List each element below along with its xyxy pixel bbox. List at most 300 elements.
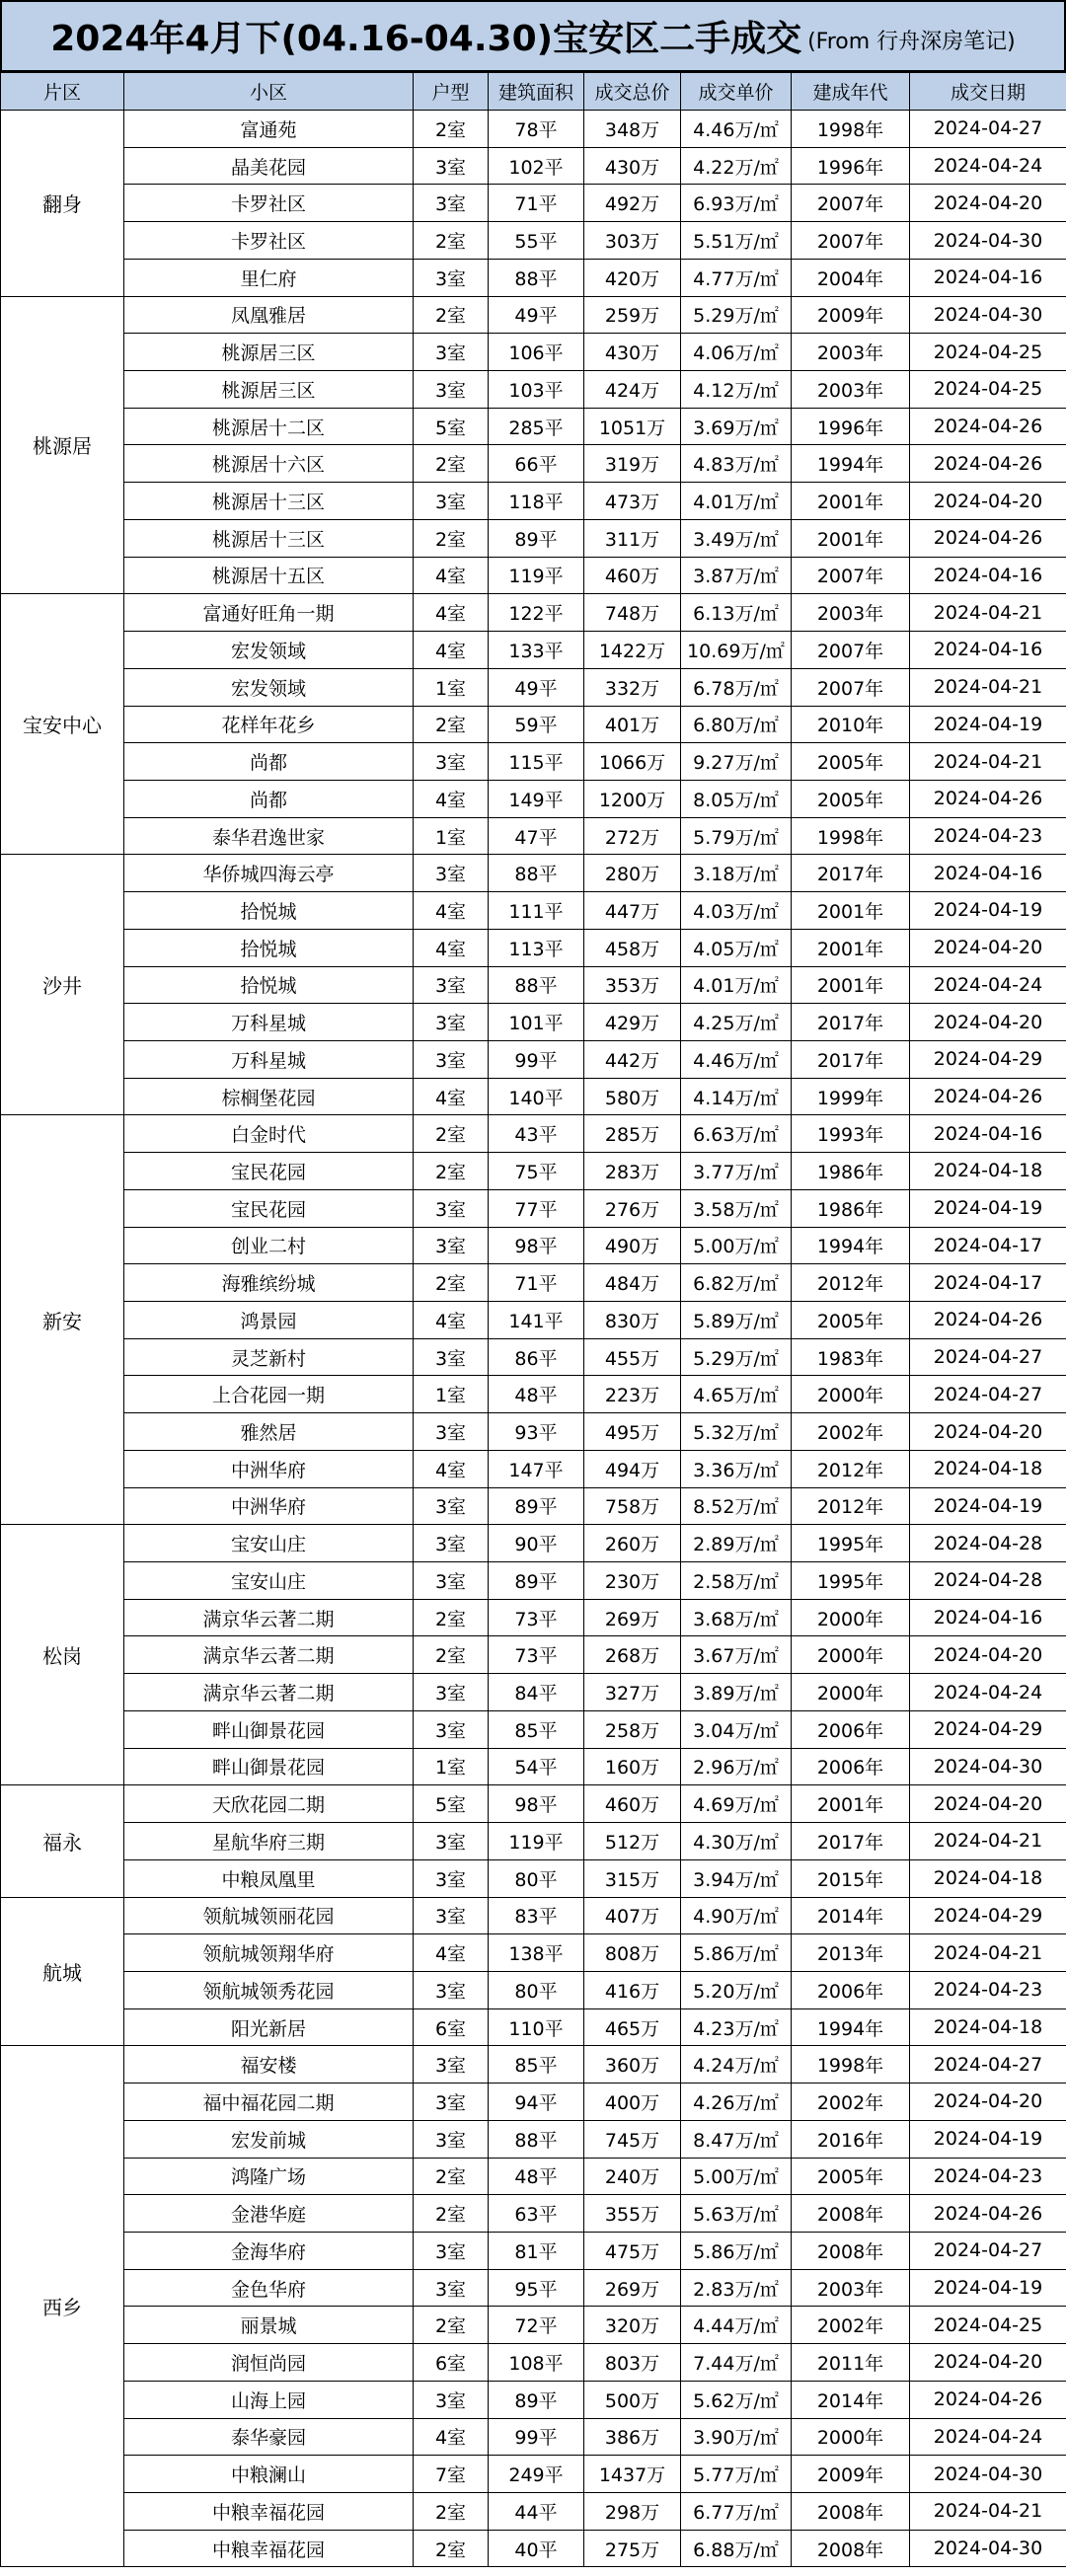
unit-price-cell: 6.78万/㎡ bbox=[681, 668, 792, 706]
build-year-cell: 2017年 bbox=[792, 855, 910, 892]
community-cell: 凤凰雅居 bbox=[124, 296, 414, 334]
header-deal-date: 成交日期 bbox=[910, 73, 1066, 111]
build-year-cell: 2007年 bbox=[792, 632, 910, 669]
area-cell: 98平 bbox=[489, 1227, 584, 1264]
deal-date-cell: 2024-04-20 bbox=[910, 1636, 1066, 1674]
unit-price-cell: 3.77万/㎡ bbox=[681, 1153, 792, 1190]
community-cell: 金港华庭 bbox=[124, 2195, 414, 2233]
total-price-cell: 429万 bbox=[584, 1004, 681, 1041]
table-row bbox=[1, 1153, 1066, 1190]
total-price-cell: 748万 bbox=[584, 594, 681, 632]
deal-date-cell: 2024-04-24 bbox=[910, 966, 1066, 1004]
district-cell: 航城 bbox=[1, 1897, 124, 2046]
unit-price-cell: 5.89万/㎡ bbox=[681, 1302, 792, 1339]
layout-cell: 2室 bbox=[414, 111, 489, 148]
table-row bbox=[1, 1599, 1066, 1636]
area-cell: 49平 bbox=[489, 296, 584, 334]
layout-cell: 3室 bbox=[414, 334, 489, 371]
unit-price-cell: 6.82万/㎡ bbox=[681, 1264, 792, 1302]
community-cell: 拾悦城 bbox=[124, 929, 414, 966]
unit-price-cell: 6.93万/㎡ bbox=[681, 185, 792, 222]
area-cell: 113平 bbox=[489, 929, 584, 966]
layout-cell: 3室 bbox=[414, 1971, 489, 2008]
table-row bbox=[1, 1710, 1066, 1748]
table-row bbox=[1, 483, 1066, 520]
deal-date-cell: 2024-04-19 bbox=[910, 892, 1066, 930]
deal-date-cell: 2024-04-26 bbox=[910, 2381, 1066, 2418]
build-year-cell: 2005年 bbox=[792, 743, 910, 781]
area-cell: 149平 bbox=[489, 780, 584, 817]
area-cell: 88平 bbox=[489, 966, 584, 1004]
layout-cell: 2室 bbox=[414, 445, 489, 483]
build-year-cell: 2002年 bbox=[792, 2307, 910, 2344]
deal-date-cell: 2024-04-20 bbox=[910, 1785, 1066, 1823]
table-row bbox=[1, 1227, 1066, 1264]
deal-date-cell: 2024-04-16 bbox=[910, 557, 1066, 594]
community-cell: 畔山御景花园 bbox=[124, 1748, 414, 1785]
area-cell: 48平 bbox=[489, 2158, 584, 2195]
total-price-cell: 160万 bbox=[584, 1748, 681, 1785]
unit-price-cell: 3.04万/㎡ bbox=[681, 1710, 792, 1748]
total-price-cell: 1437万 bbox=[584, 2456, 681, 2493]
build-year-cell: 2000年 bbox=[792, 1599, 910, 1636]
table-row bbox=[1, 1823, 1066, 1860]
unit-price-cell: 8.05万/㎡ bbox=[681, 780, 792, 817]
layout-cell: 3室 bbox=[414, 1674, 489, 1711]
total-price-cell: 424万 bbox=[584, 371, 681, 409]
unit-price-cell: 6.80万/㎡ bbox=[681, 706, 792, 743]
deal-date-cell: 2024-04-24 bbox=[910, 1674, 1066, 1711]
unit-price-cell: 4.06万/㎡ bbox=[681, 334, 792, 371]
unit-price-cell: 3.18万/㎡ bbox=[681, 855, 792, 892]
deal-date-cell: 2024-04-18 bbox=[910, 1859, 1066, 1897]
total-price-cell: 303万 bbox=[584, 222, 681, 260]
area-cell: 90平 bbox=[489, 1525, 584, 1562]
layout-cell: 3室 bbox=[414, 2084, 489, 2121]
unit-price-cell: 3.68万/㎡ bbox=[681, 1599, 792, 1636]
build-year-cell: 2000年 bbox=[792, 1636, 910, 1674]
total-price-cell: 348万 bbox=[584, 111, 681, 148]
layout-cell: 2室 bbox=[414, 1599, 489, 1636]
district-cell: 翻身 bbox=[1, 111, 124, 297]
district-cell: 西乡 bbox=[1, 2046, 124, 2567]
layout-cell: 6室 bbox=[414, 2008, 489, 2046]
community-cell: 宏发领域 bbox=[124, 668, 414, 706]
deal-date-cell: 2024-04-20 bbox=[910, 2344, 1066, 2382]
area-cell: 71平 bbox=[489, 1264, 584, 1302]
unit-price-cell: 3.87万/㎡ bbox=[681, 557, 792, 594]
total-price-cell: 353万 bbox=[584, 966, 681, 1004]
build-year-cell: 2003年 bbox=[792, 371, 910, 409]
table-row bbox=[1, 2344, 1066, 2382]
deal-date-cell: 2024-04-21 bbox=[910, 2493, 1066, 2531]
deal-date-cell: 2024-04-26 bbox=[910, 445, 1066, 483]
build-year-cell: 2006年 bbox=[792, 1710, 910, 1748]
total-price-cell: 276万 bbox=[584, 1189, 681, 1227]
unit-price-cell: 4.30万/㎡ bbox=[681, 1823, 792, 1860]
table-row bbox=[1, 1189, 1066, 1227]
total-price-cell: 230万 bbox=[584, 1562, 681, 1600]
build-year-cell: 2009年 bbox=[792, 2456, 910, 2493]
unit-price-cell: 8.47万/㎡ bbox=[681, 2120, 792, 2158]
deal-date-cell: 2024-04-20 bbox=[910, 483, 1066, 520]
table-row bbox=[1, 2381, 1066, 2418]
layout-cell: 3室 bbox=[414, 855, 489, 892]
build-year-cell: 1996年 bbox=[792, 147, 910, 185]
unit-price-cell: 4.23万/㎡ bbox=[681, 2008, 792, 2046]
district-cell: 宝安中心 bbox=[1, 594, 124, 855]
layout-cell: 4室 bbox=[414, 632, 489, 669]
layout-cell: 3室 bbox=[414, 966, 489, 1004]
unit-price-cell: 5.00万/㎡ bbox=[681, 1227, 792, 1264]
table-row bbox=[1, 892, 1066, 930]
area-cell: 88平 bbox=[489, 2120, 584, 2158]
deal-date-cell: 2024-04-28 bbox=[910, 1562, 1066, 1600]
table-row bbox=[1, 2232, 1066, 2269]
deal-date-cell: 2024-04-20 bbox=[910, 185, 1066, 222]
deal-date-cell: 2024-04-18 bbox=[910, 1450, 1066, 1487]
deal-date-cell: 2024-04-16 bbox=[910, 632, 1066, 669]
community-cell: 金色华府 bbox=[124, 2269, 414, 2307]
table-row bbox=[1, 147, 1066, 185]
total-price-cell: 401万 bbox=[584, 706, 681, 743]
area-cell: 98平 bbox=[489, 1785, 584, 1823]
build-year-cell: 2009年 bbox=[792, 296, 910, 334]
build-year-cell: 2010年 bbox=[792, 706, 910, 743]
build-year-cell: 2017年 bbox=[792, 1004, 910, 1041]
table-row bbox=[1, 1376, 1066, 1413]
layout-cell: 5室 bbox=[414, 1785, 489, 1823]
district-cell: 桃源居 bbox=[1, 296, 124, 594]
total-price-cell: 269万 bbox=[584, 2269, 681, 2307]
unit-price-cell: 4.25万/㎡ bbox=[681, 1004, 792, 1041]
deal-date-cell: 2024-04-25 bbox=[910, 334, 1066, 371]
community-cell: 宝民花园 bbox=[124, 1189, 414, 1227]
unit-price-cell: 4.44万/㎡ bbox=[681, 2307, 792, 2344]
layout-cell: 3室 bbox=[414, 2381, 489, 2418]
district-cell: 新安 bbox=[1, 1115, 124, 1525]
unit-price-cell: 5.77万/㎡ bbox=[681, 2456, 792, 2493]
area-cell: 99平 bbox=[489, 1040, 584, 1078]
community-cell: 桃源居三区 bbox=[124, 334, 414, 371]
table-row bbox=[1, 966, 1066, 1004]
title-source: (From 行舟深房笔记) bbox=[807, 30, 1016, 54]
layout-cell: 4室 bbox=[414, 1934, 489, 1972]
title-main: 2024年4月下(04.16-04.30)宝安区二手成交 bbox=[50, 19, 802, 59]
deal-date-cell: 2024-04-23 bbox=[910, 1971, 1066, 2008]
area-cell: 140平 bbox=[489, 1078, 584, 1115]
total-price-cell: 1066万 bbox=[584, 743, 681, 781]
layout-cell: 4室 bbox=[414, 1450, 489, 1487]
table-row bbox=[1, 1897, 1066, 1934]
total-price-cell: 258万 bbox=[584, 1710, 681, 1748]
community-cell: 卡罗社区 bbox=[124, 222, 414, 260]
deal-date-cell: 2024-04-30 bbox=[910, 2530, 1066, 2567]
build-year-cell: 2002年 bbox=[792, 1413, 910, 1451]
area-cell: 63平 bbox=[489, 2195, 584, 2233]
deal-date-cell: 2024-04-27 bbox=[910, 1338, 1066, 1376]
deal-date-cell: 2024-04-17 bbox=[910, 1264, 1066, 1302]
build-year-cell: 2003年 bbox=[792, 334, 910, 371]
build-year-cell: 2004年 bbox=[792, 259, 910, 296]
unit-price-cell: 4.24万/㎡ bbox=[681, 2046, 792, 2084]
area-cell: 103平 bbox=[489, 371, 584, 409]
table-row bbox=[1, 1450, 1066, 1487]
unit-price-cell: 6.77万/㎡ bbox=[681, 2493, 792, 2531]
deal-date-cell: 2024-04-20 bbox=[910, 1004, 1066, 1041]
area-cell: 86平 bbox=[489, 1338, 584, 1376]
layout-cell: 2室 bbox=[414, 296, 489, 334]
community-cell: 泰华君逸世家 bbox=[124, 817, 414, 855]
layout-cell: 3室 bbox=[414, 1823, 489, 1860]
deal-date-cell: 2024-04-28 bbox=[910, 1525, 1066, 1562]
layout-cell: 1室 bbox=[414, 1376, 489, 1413]
area-cell: 55平 bbox=[489, 222, 584, 260]
deal-date-cell: 2024-04-18 bbox=[910, 2008, 1066, 2046]
unit-price-cell: 4.12万/㎡ bbox=[681, 371, 792, 409]
build-year-cell: 2001年 bbox=[792, 966, 910, 1004]
community-cell: 鸿隆广场 bbox=[124, 2158, 414, 2195]
table-row bbox=[1, 296, 1066, 334]
layout-cell: 3室 bbox=[414, 185, 489, 222]
table-row bbox=[1, 1413, 1066, 1451]
unit-price-cell: 5.86万/㎡ bbox=[681, 1934, 792, 1972]
deal-date-cell: 2024-04-26 bbox=[910, 1302, 1066, 1339]
unit-price-cell: 4.90万/㎡ bbox=[681, 1897, 792, 1934]
community-cell: 领航城领秀花园 bbox=[124, 1971, 414, 2008]
deal-date-cell: 2024-04-16 bbox=[910, 259, 1066, 296]
area-cell: 95平 bbox=[489, 2269, 584, 2307]
total-price-cell: 808万 bbox=[584, 1934, 681, 1972]
community-cell: 润恒尚园 bbox=[124, 2344, 414, 2382]
unit-price-cell: 4.83万/㎡ bbox=[681, 445, 792, 483]
unit-price-cell: 4.77万/㎡ bbox=[681, 259, 792, 296]
build-year-cell: 2007年 bbox=[792, 557, 910, 594]
unit-price-cell: 3.94万/㎡ bbox=[681, 1859, 792, 1897]
unit-price-cell: 5.51万/㎡ bbox=[681, 222, 792, 260]
unit-price-cell: 6.88万/㎡ bbox=[681, 2530, 792, 2567]
area-cell: 89平 bbox=[489, 1487, 584, 1525]
area-cell: 89平 bbox=[489, 1562, 584, 1600]
deal-date-cell: 2024-04-29 bbox=[910, 1040, 1066, 1078]
community-cell: 上合花园一期 bbox=[124, 1376, 414, 1413]
unit-price-cell: 5.00万/㎡ bbox=[681, 2158, 792, 2195]
area-cell: 110平 bbox=[489, 2008, 584, 2046]
community-cell: 星航华府三期 bbox=[124, 1823, 414, 1860]
community-cell: 桃源居三区 bbox=[124, 371, 414, 409]
unit-price-cell: 3.69万/㎡ bbox=[681, 408, 792, 445]
build-year-cell: 2005年 bbox=[792, 1302, 910, 1339]
build-year-cell: 2008年 bbox=[792, 2493, 910, 2531]
area-cell: 85平 bbox=[489, 1710, 584, 1748]
layout-cell: 2室 bbox=[414, 2195, 489, 2233]
community-cell: 桃源居十二区 bbox=[124, 408, 414, 445]
layout-cell: 3室 bbox=[414, 1413, 489, 1451]
total-price-cell: 259万 bbox=[584, 296, 681, 334]
unit-price-cell: 4.65万/㎡ bbox=[681, 1376, 792, 1413]
deal-date-cell: 2024-04-27 bbox=[910, 111, 1066, 148]
total-price-cell: 269万 bbox=[584, 1599, 681, 1636]
total-price-cell: 360万 bbox=[584, 2046, 681, 2084]
build-year-cell: 1994年 bbox=[792, 1227, 910, 1264]
community-cell: 雅然居 bbox=[124, 1413, 414, 1451]
layout-cell: 2室 bbox=[414, 222, 489, 260]
community-cell: 灵芝新村 bbox=[124, 1338, 414, 1376]
community-cell: 宝安山庄 bbox=[124, 1562, 414, 1600]
community-cell: 中粮澜山 bbox=[124, 2456, 414, 2493]
area-cell: 71平 bbox=[489, 185, 584, 222]
deal-date-cell: 2024-04-17 bbox=[910, 1227, 1066, 1264]
community-cell: 华侨城四海云亭 bbox=[124, 855, 414, 892]
community-cell: 海雅缤纷城 bbox=[124, 1264, 414, 1302]
total-price-cell: 830万 bbox=[584, 1302, 681, 1339]
area-cell: 43平 bbox=[489, 1115, 584, 1153]
total-price-cell: 495万 bbox=[584, 1413, 681, 1451]
community-cell: 创业二村 bbox=[124, 1227, 414, 1264]
total-price-cell: 400万 bbox=[584, 2084, 681, 2121]
deal-date-cell: 2024-04-21 bbox=[910, 1934, 1066, 1972]
build-year-cell: 2008年 bbox=[792, 2232, 910, 2269]
layout-cell: 3室 bbox=[414, 743, 489, 781]
area-cell: 75平 bbox=[489, 1153, 584, 1190]
header-row bbox=[1, 73, 1066, 111]
total-price-cell: 327万 bbox=[584, 1674, 681, 1711]
district-cell: 沙井 bbox=[1, 855, 124, 1115]
table-row bbox=[1, 2084, 1066, 2121]
build-year-cell: 2001年 bbox=[792, 483, 910, 520]
deal-date-cell: 2024-04-29 bbox=[910, 1897, 1066, 1934]
community-cell: 花样年花乡 bbox=[124, 706, 414, 743]
total-price-cell: 280万 bbox=[584, 855, 681, 892]
unit-price-cell: 4.14万/㎡ bbox=[681, 1078, 792, 1115]
deal-date-cell: 2024-04-16 bbox=[910, 1115, 1066, 1153]
deal-date-cell: 2024-04-19 bbox=[910, 2120, 1066, 2158]
community-cell: 满京华云著二期 bbox=[124, 1636, 414, 1674]
community-cell: 阳光新居 bbox=[124, 2008, 414, 2046]
total-price-cell: 320万 bbox=[584, 2307, 681, 2344]
table-row bbox=[1, 1040, 1066, 1078]
total-price-cell: 490万 bbox=[584, 1227, 681, 1264]
build-year-cell: 2008年 bbox=[792, 2195, 910, 2233]
build-year-cell: 2001年 bbox=[792, 519, 910, 557]
community-cell: 丽景城 bbox=[124, 2307, 414, 2344]
build-year-cell: 2014年 bbox=[792, 1897, 910, 1934]
deal-date-cell: 2024-04-26 bbox=[910, 1078, 1066, 1115]
area-cell: 88平 bbox=[489, 855, 584, 892]
area-cell: 141平 bbox=[489, 1302, 584, 1339]
community-cell: 领航城领丽花园 bbox=[124, 1897, 414, 1934]
district-cell: 福永 bbox=[1, 1785, 124, 1897]
deal-date-cell: 2024-04-26 bbox=[910, 519, 1066, 557]
area-cell: 72平 bbox=[489, 2307, 584, 2344]
area-cell: 89平 bbox=[489, 519, 584, 557]
layout-cell: 3室 bbox=[414, 2269, 489, 2307]
area-cell: 85平 bbox=[489, 2046, 584, 2084]
unit-price-cell: 3.58万/㎡ bbox=[681, 1189, 792, 1227]
table-row bbox=[1, 1674, 1066, 1711]
community-cell: 尚都 bbox=[124, 780, 414, 817]
table-row bbox=[1, 334, 1066, 371]
deal-date-cell: 2024-04-24 bbox=[910, 2418, 1066, 2456]
total-price-cell: 420万 bbox=[584, 259, 681, 296]
community-cell: 天欣花园二期 bbox=[124, 1785, 414, 1823]
total-price-cell: 272万 bbox=[584, 817, 681, 855]
total-price-cell: 758万 bbox=[584, 1487, 681, 1525]
unit-price-cell: 5.20万/㎡ bbox=[681, 1971, 792, 2008]
area-cell: 77平 bbox=[489, 1189, 584, 1227]
total-price-cell: 260万 bbox=[584, 1525, 681, 1562]
total-price-cell: 315万 bbox=[584, 1859, 681, 1897]
build-year-cell: 1998年 bbox=[792, 2046, 910, 2084]
layout-cell: 4室 bbox=[414, 594, 489, 632]
unit-price-cell: 4.01万/㎡ bbox=[681, 966, 792, 1004]
unit-price-cell: 3.89万/㎡ bbox=[681, 1674, 792, 1711]
layout-cell: 3室 bbox=[414, 371, 489, 409]
build-year-cell: 1995年 bbox=[792, 1525, 910, 1562]
area-cell: 80平 bbox=[489, 1971, 584, 2008]
unit-price-cell: 4.22万/㎡ bbox=[681, 147, 792, 185]
transactions-table bbox=[0, 72, 1066, 2567]
build-year-cell: 1993年 bbox=[792, 1115, 910, 1153]
community-cell: 中洲华府 bbox=[124, 1487, 414, 1525]
area-cell: 88平 bbox=[489, 259, 584, 296]
header-build-year: 建成年代 bbox=[792, 73, 910, 111]
layout-cell: 2室 bbox=[414, 1115, 489, 1153]
community-cell: 宏发前城 bbox=[124, 2120, 414, 2158]
table-row bbox=[1, 1525, 1066, 1562]
unit-price-cell: 4.69万/㎡ bbox=[681, 1785, 792, 1823]
build-year-cell: 2003年 bbox=[792, 594, 910, 632]
table-row bbox=[1, 1338, 1066, 1376]
unit-price-cell: 9.27万/㎡ bbox=[681, 743, 792, 781]
deal-date-cell: 2024-04-27 bbox=[910, 1376, 1066, 1413]
deal-date-cell: 2024-04-19 bbox=[910, 2269, 1066, 2307]
table-row bbox=[1, 743, 1066, 781]
total-price-cell: 416万 bbox=[584, 1971, 681, 2008]
build-year-cell: 1995年 bbox=[792, 1562, 910, 1600]
build-year-cell: 2000年 bbox=[792, 1376, 910, 1413]
total-price-cell: 283万 bbox=[584, 1153, 681, 1190]
area-cell: 119平 bbox=[489, 1823, 584, 1860]
table-row bbox=[1, 855, 1066, 892]
build-year-cell: 1998年 bbox=[792, 111, 910, 148]
table-row bbox=[1, 185, 1066, 222]
deal-date-cell: 2024-04-21 bbox=[910, 1823, 1066, 1860]
deal-date-cell: 2024-04-20 bbox=[910, 1413, 1066, 1451]
table-body bbox=[1, 111, 1066, 2567]
layout-cell: 4室 bbox=[414, 1302, 489, 1339]
deal-date-cell: 2024-04-25 bbox=[910, 371, 1066, 409]
build-year-cell: 1998年 bbox=[792, 817, 910, 855]
community-cell: 桃源居十三区 bbox=[124, 519, 414, 557]
unit-price-cell: 5.29万/㎡ bbox=[681, 296, 792, 334]
total-price-cell: 355万 bbox=[584, 2195, 681, 2233]
table-row bbox=[1, 594, 1066, 632]
table-row bbox=[1, 1934, 1066, 1972]
table-row bbox=[1, 1971, 1066, 2008]
layout-cell: 2室 bbox=[414, 1636, 489, 1674]
layout-cell: 7室 bbox=[414, 2456, 489, 2493]
unit-price-cell: 2.83万/㎡ bbox=[681, 2269, 792, 2307]
table-row bbox=[1, 2269, 1066, 2307]
table-row bbox=[1, 408, 1066, 445]
area-cell: 102平 bbox=[489, 147, 584, 185]
header-community: 小区 bbox=[124, 73, 414, 111]
total-price-cell: 442万 bbox=[584, 1040, 681, 1078]
build-year-cell: 2012年 bbox=[792, 1487, 910, 1525]
header-total-price: 成交总价 bbox=[584, 73, 681, 111]
area-cell: 101平 bbox=[489, 1004, 584, 1041]
